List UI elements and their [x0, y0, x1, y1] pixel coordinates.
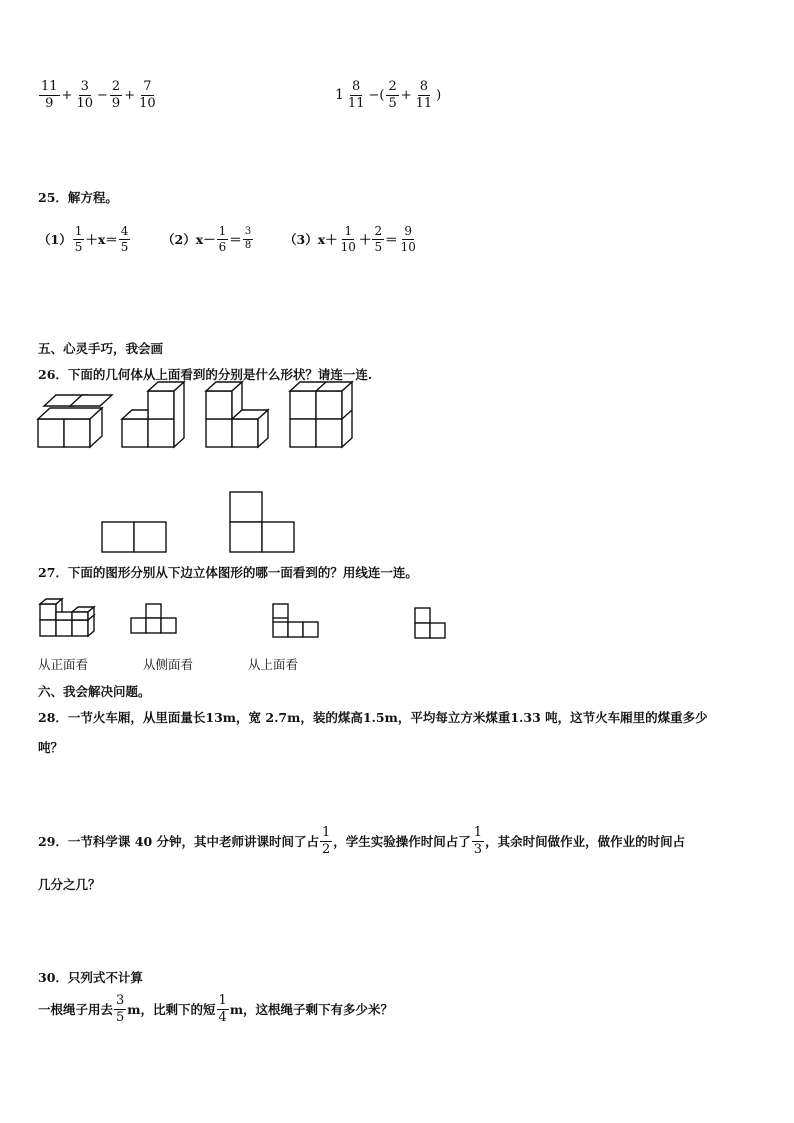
- solid-3: [206, 382, 268, 447]
- fraction: $\frac{1}{6}$: [218, 224, 227, 254]
- q27-view-a: [131, 604, 176, 633]
- q26-solids: [38, 388, 358, 452]
- fraction: $\frac{8}{11}$: [415, 79, 433, 111]
- fraction: $\frac{1}{5}$: [74, 224, 83, 254]
- q28-line-1: 28．一节火车厢，从里面量长13m，宽 2.7m，装的煤高1.5m，平均每立方米煤重1.33 吨，这节火车厢里的煤重多少: [38, 710, 708, 725]
- q25-title: 25．解方程。: [38, 190, 118, 205]
- q27-view-c: [415, 608, 445, 638]
- fraction: $\frac{3}{5}$: [116, 993, 125, 1025]
- solid-2: [122, 382, 184, 447]
- q27-figures: [38, 594, 458, 644]
- fraction: $\frac{2}{5}$: [374, 224, 383, 254]
- fraction: $\frac{1}{10}$: [340, 224, 356, 254]
- section-5-title: 五、心灵手巧，我会画: [38, 341, 164, 356]
- fraction: $\frac{2}{9}$: [111, 79, 121, 111]
- label-side-view: 从侧面看: [143, 657, 194, 672]
- view-option-1: [102, 522, 166, 552]
- q30-title: 30．只列式不计算: [38, 970, 143, 985]
- q28-line-2: 吨？: [38, 740, 64, 755]
- equation-1: （1） $\frac{1}{5}$ ＋x＝ $\frac{4}{5}$: [38, 224, 129, 254]
- label-top-view: 从上面看: [248, 657, 299, 672]
- section-6-title: 六、我会解决问题。: [38, 684, 151, 699]
- q29-line-1: 29．一节科学课 40 分钟，其中老师讲课时间了占 $\frac{1}{2}$ ，学生实验操作时间占了 $\frac{1}{3}$ ，其余时间做作业，做作业的时间占: [38, 825, 686, 857]
- fraction: $\frac{1}{3}$: [473, 825, 483, 857]
- fraction: $\frac{1}{2}$: [322, 825, 331, 857]
- fraction: $\frac{4}{5}$: [120, 224, 129, 254]
- view-option-2: [230, 492, 294, 552]
- expression-2: 1 $\frac{8}{11}$ −( $\frac{2}{5}$ + $\frac{8}{11}$ ): [335, 79, 442, 111]
- q26-title: 26．下面的几何体从上面看到的分别是什么形状？请连一连.: [38, 367, 373, 382]
- q26-views: [100, 492, 300, 554]
- equation-3: （3）x＋ $\frac{1}{10}$ ＋ $\frac{2}{5}$ ＝ $\frac{9}{10}$: [284, 224, 416, 254]
- fraction: $\frac{7}{10}$: [139, 79, 156, 111]
- equation-2: （2）x－ $\frac{1}{6}$ ＝ $\frac{3}{8}$: [162, 224, 252, 254]
- q29-line-2: 几分之几？: [38, 877, 101, 892]
- label-front-view: 从正面看: [38, 657, 89, 672]
- fraction: $\frac{9}{10}$: [400, 224, 416, 254]
- fraction: $\frac{2}{5}$: [388, 79, 397, 111]
- q27-title: 27．下面的图形分别从下边立体图形的哪一面看到的？用线连一连。: [38, 565, 418, 580]
- expression-1: $\frac{11}{9}$ + $\frac{3}{10}$ − $\frac{2}{9}$ + $\frac{7}{10}$: [41, 79, 156, 111]
- solid-4: [290, 382, 352, 447]
- q27-solid: [40, 599, 94, 636]
- q30-line: 一根绳子用去 $\frac{3}{5}$ m，比剩下的短 $\frac{1}{4}$ m，这根绳子剩下有多少米？: [38, 993, 394, 1025]
- fraction: $\frac{1}{4}$: [218, 993, 227, 1025]
- solid-1: [38, 395, 112, 447]
- fraction: $\frac{11}{9}$: [41, 79, 58, 111]
- fraction: $\frac{3}{10}$: [76, 79, 93, 111]
- fraction: $\frac{8}{11}$: [347, 79, 365, 111]
- fraction: $\frac{3}{8}$: [244, 226, 252, 251]
- q27-view-b: [273, 604, 318, 637]
